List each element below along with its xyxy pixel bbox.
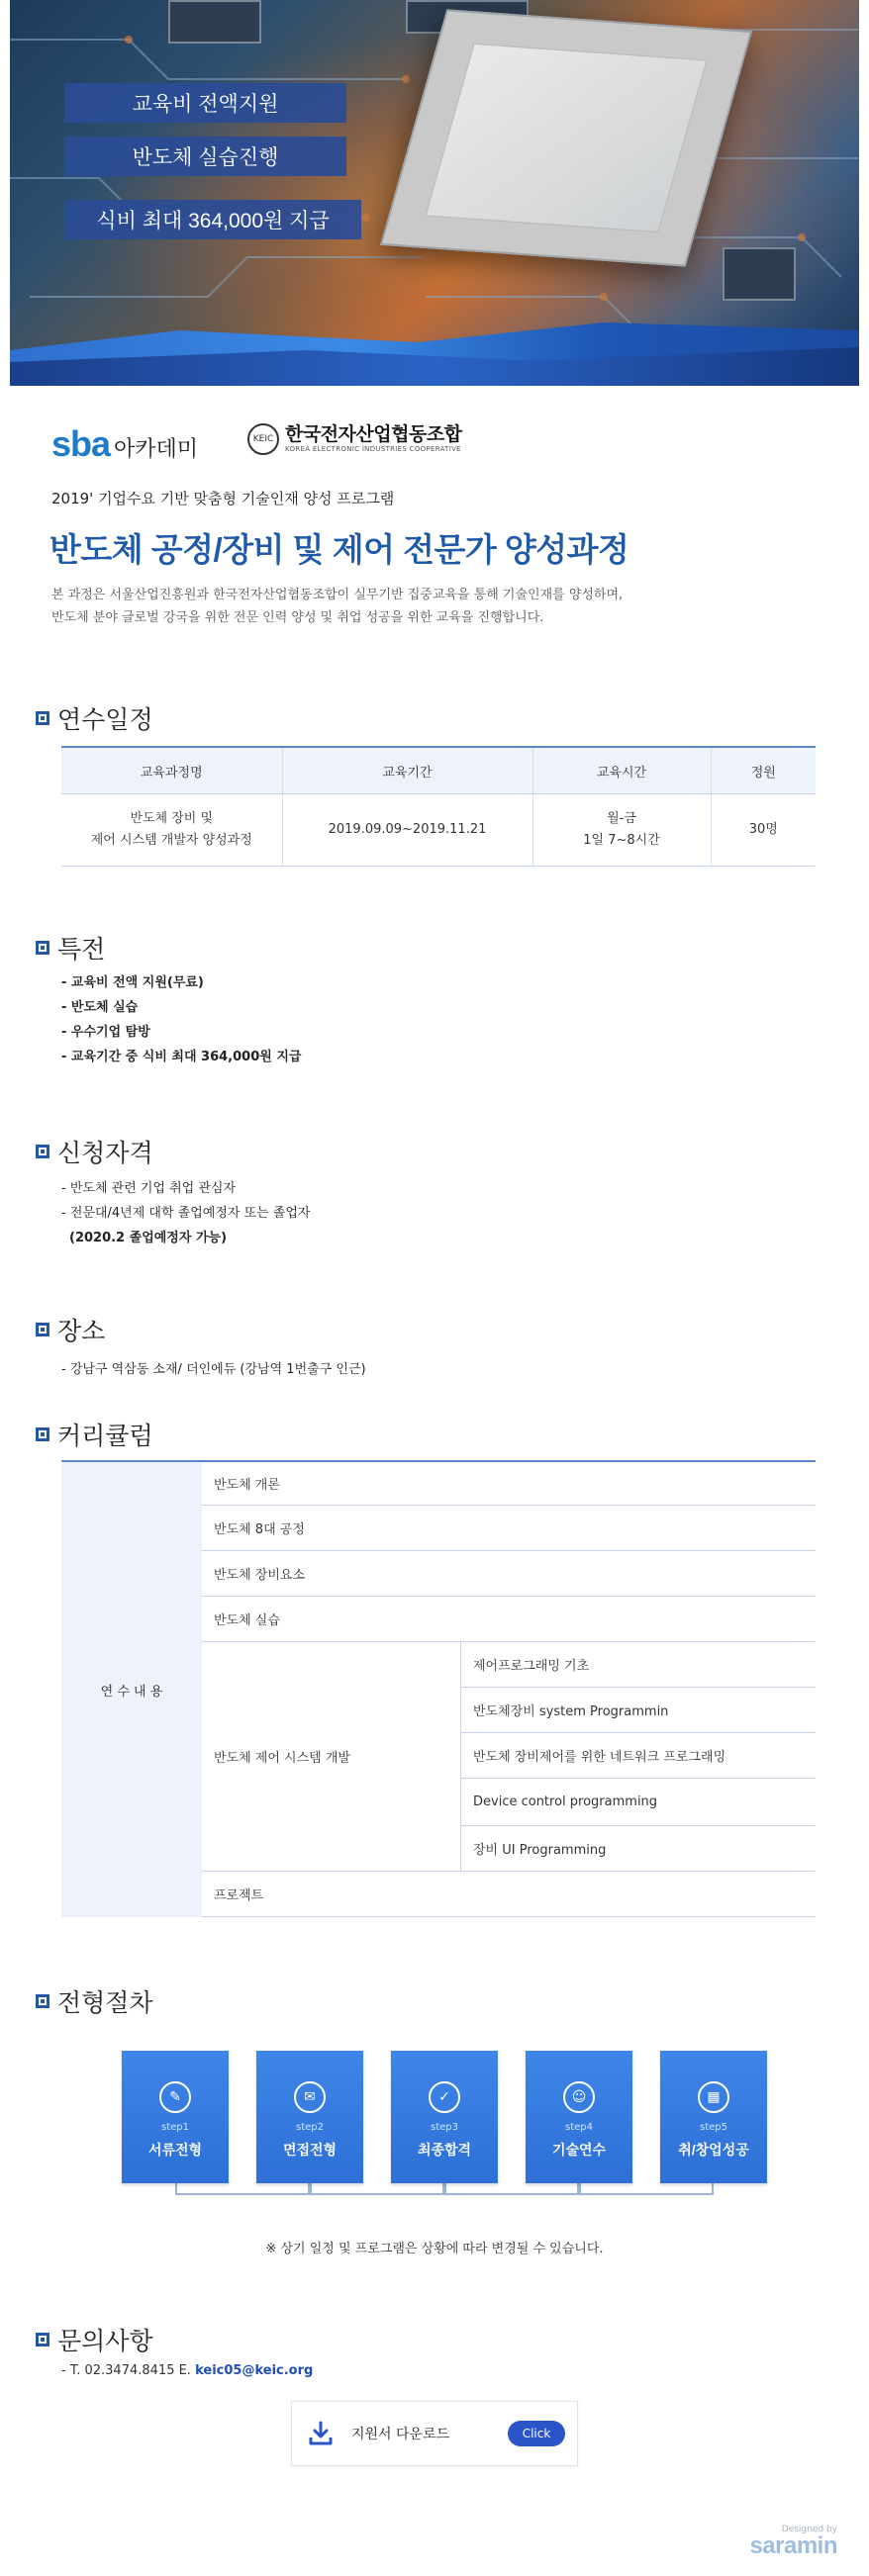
section-heading-location: 장소	[36, 1312, 105, 1347]
features-list	[61, 970, 301, 1069]
location-text: - 강남구 역삼동 소재/ 더인에듀 (강남역 1번출구 인근)	[61, 1362, 366, 1377]
step-number: step4	[565, 2122, 593, 2133]
section-square-icon	[36, 1145, 49, 1158]
column-header: 교육기간	[282, 747, 532, 794]
process-steps	[122, 2051, 767, 2221]
step-card	[256, 2051, 363, 2183]
component-shape	[723, 247, 796, 301]
curriculum-item: 반도체 8대 공정	[202, 1506, 816, 1551]
hero-slogan-2: 반도체 실습진행	[64, 137, 346, 176]
chip-image	[380, 9, 752, 266]
section-heading-schedule: 연수일정	[36, 700, 153, 736]
job-posting-page	[10, 0, 859, 2576]
step-name: 취/창업성공	[678, 2142, 749, 2158]
section-square-icon	[36, 1994, 49, 2008]
monitor-check-icon: ✓	[429, 2081, 460, 2113]
eligibility-list	[61, 1176, 311, 1250]
download-application-box[interactable]	[291, 2401, 578, 2466]
list-item: - 반도체 실습	[61, 1000, 139, 1015]
list-item: - 교육비 전액 지원(무료)	[61, 975, 204, 990]
section-heading-contact: 문의사항	[36, 2322, 153, 2357]
column-header: 교육과정명	[61, 747, 282, 794]
building-icon: ▦	[698, 2081, 729, 2113]
curriculum-item: 반도체 개론	[202, 1462, 816, 1506]
list-item: - 반도체 관련 기업 취업 관심자	[61, 1181, 237, 1196]
course-name-cell: 반도체 장비 및 제어 시스템 개발자 양성과정	[61, 794, 282, 867]
table-header-row	[61, 747, 816, 794]
list-item: (2020.2 졸업예정자 가능)	[69, 1231, 228, 1245]
curriculum-subitem: 반도체장비 system Programmin	[461, 1688, 816, 1733]
intro-text	[51, 584, 764, 629]
designed-by-text: Designed by	[781, 2525, 837, 2534]
curriculum-table	[61, 1460, 816, 1917]
hero-slogan-3: 식비 최대 364,000원 지급	[64, 200, 361, 239]
download-label: 지원서 다운로드	[351, 2427, 450, 2442]
step-name: 서류전형	[147, 2142, 203, 2158]
intro-line: 본 과정은 서울산업진흥원과 한국전자산업협동조합이 실무기반 집중교육을 통해 기술인재를 양성하며,	[51, 588, 624, 602]
step-card	[391, 2051, 498, 2183]
contact-info	[61, 2363, 313, 2378]
curriculum-subitem: Device control programming	[461, 1779, 816, 1826]
program-subtitle: 2019' 기업수요 기반 맞춤형 기술인재 양성 프로그램	[51, 490, 395, 507]
hero-slogan-1: 교육비 전액지원	[64, 83, 346, 123]
step-number: step5	[700, 2122, 727, 2133]
column-header: 교육시간	[532, 747, 711, 794]
document-pen-icon: ✎	[159, 2081, 191, 2113]
notice-text: ※ 상기 일정 및 프로그램은 상황에 따라 변경될 수 있습니다.	[265, 2242, 604, 2256]
capacity-cell: 30명	[711, 794, 816, 867]
curriculum-subitem: 제어프로그래밍 기초	[461, 1642, 816, 1688]
sba-academy-logo	[51, 423, 198, 465]
list-item: - 우수기업 탐방	[61, 1025, 150, 1040]
curriculum-item: 반도체 실습	[202, 1597, 816, 1642]
section-square-icon	[36, 1427, 49, 1441]
component-shape	[168, 0, 261, 44]
curriculum-item: 프로젝트	[202, 1872, 816, 1917]
step-connector	[579, 2183, 714, 2195]
step-card	[526, 2051, 632, 2183]
step-number: step3	[431, 2122, 458, 2133]
click-button[interactable]: Click	[508, 2421, 565, 2446]
sba-logo-suffix: 아카데미	[114, 436, 199, 461]
intro-line: 반도체 분야 글로벌 강국을 위한 전문 인력 양성 및 취업 성공을 위한 교육을 진행합니다.	[51, 610, 544, 625]
step-name: 기술연수	[551, 2142, 607, 2158]
list-item: - 전문대/4년제 대학 졸업예정자 또는 졸업자	[61, 1206, 311, 1221]
trainee-icon: ☺	[563, 2081, 595, 2113]
step-number: step1	[161, 2122, 189, 2133]
list-item: - 교육기간 중 식비 최대 364,000원 지급	[61, 1050, 302, 1064]
designer-credit	[749, 2525, 837, 2558]
section-heading-features: 특전	[36, 930, 105, 966]
period-cell: 2019.09.09~2019.11.21	[282, 794, 532, 867]
curriculum-left-label: 연 수 내 용	[61, 1460, 202, 1917]
section-heading-process: 전형절차	[36, 1983, 153, 2019]
chat-bubble-icon: ✉	[294, 2081, 326, 2113]
curriculum-subitem: 장비 UI Programming	[461, 1826, 816, 1872]
curriculum-subitem: 반도체 장비제어를 위한 네트워크 프로그래밍	[461, 1733, 816, 1779]
keic-logo	[247, 423, 462, 455]
table-row	[61, 794, 816, 867]
sba-logo-text: sba	[51, 423, 111, 464]
step-connector	[175, 2183, 310, 2195]
download-icon	[308, 2421, 334, 2446]
page-title: 반도체 공정/장비 및 제어 전문가 양성과정	[49, 531, 629, 568]
keic-seal-icon: KEIC	[247, 423, 279, 455]
section-square-icon	[36, 1323, 49, 1336]
schedule-table	[61, 746, 816, 867]
contact-email-link[interactable]: keic05@keic.org	[195, 2363, 314, 2378]
step-name: 면접전형	[282, 2142, 338, 2158]
column-header: 정원	[711, 747, 816, 794]
step-connector	[444, 2183, 579, 2195]
section-heading-curriculum: 커리큘럼	[36, 1417, 153, 1452]
hero-banner	[10, 0, 859, 386]
section-heading-eligibility: 신청자격	[36, 1134, 153, 1169]
step-card	[122, 2051, 229, 2183]
step-name: 최종합격	[417, 2142, 472, 2158]
step-connector	[310, 2183, 444, 2195]
step-card	[660, 2051, 767, 2183]
keic-english-name: KOREA ELECTRONIC INDUSTRIES COOPERATIVE	[285, 445, 461, 453]
saramin-logo: saramin	[749, 2532, 837, 2559]
contact-phone: - T. 02.3474.8415 E.	[61, 2363, 191, 2378]
section-square-icon	[36, 2333, 49, 2346]
step-number: step2	[296, 2122, 324, 2133]
section-square-icon	[36, 941, 49, 955]
keic-name: 한국전자산업협동조합	[285, 424, 462, 445]
curriculum-control-label: 반도체 제어 시스템 개발	[202, 1642, 461, 1872]
section-square-icon	[36, 711, 49, 725]
time-cell: 월-금 1일 7~8시간	[532, 794, 711, 867]
curriculum-item: 반도체 장비요소	[202, 1551, 816, 1597]
